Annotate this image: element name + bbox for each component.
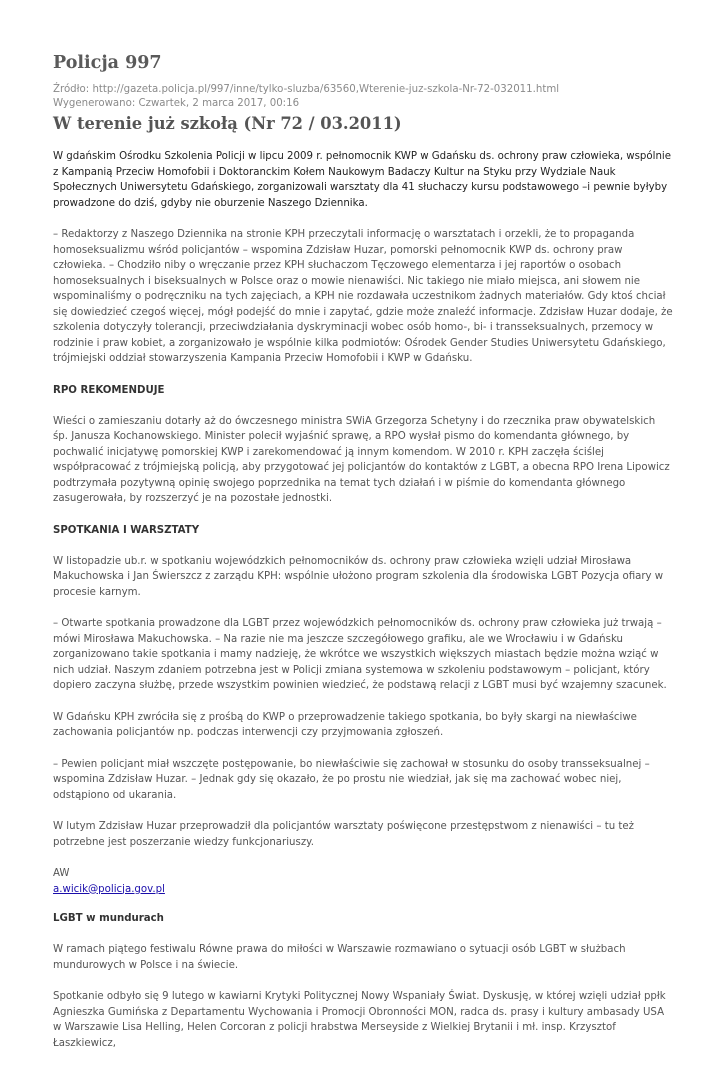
paragraph: – Pewien policjant miał wszczęte postępowanie, bo niewłaściwie się zachował w stosunku do osoby transseksualnej – wspomina Zdzisław Huzar. – Jednak gdy się okazało, że po prostu nie wiedział, jak się ma zachować wobec niej, odstąpiono od ukarania. bbox=[53, 758, 650, 801]
paragraph: – Redaktorzy z Naszego Dziennika na stronie KPH przeczytali informację o warsztatach i orzekli, że to propaganda homoseksualizmu wśród policjantów – wspomina Zdzisław Huzar, pomorski pełnomocnik KWP ds. ochrony praw człowieka. – Chodziło niby o wręczanie przez KPH słuchaczom Tęczowego elementarza i jej raportów o osobach homoseksualnych i biseksualnych w Polsce oraz o mowie nienawiści. Nic takiego nie miało miejsca, ani słowem nie wspominaliśmy o podręczniku na tych zajęciach, a KPH nie rozdawała uczestnikom żadnych materiałów. Gdy ktoś chciał się dowiedzieć czegoś więcej, mógł podejść do mnie i zapytać, gdzie może znaleźć informacje. Zdzisław Huzar dodaje, że szkolenia dotyczyły tolerancji, przeciwdziałania dyskryminacji wobec osób homo-, bi- i transseksualnych, przemocy w rodzinie i praw kobiet, a zorganizowało je wspólnie kilka podmiotów: Ośrodek Gender Studies Uniwersytetu Gdańskiego, trójmiejski oddział stowarzyszenia Kampania Przeciw Homofobii i KWP w Gdańsku. bbox=[53, 229, 673, 364]
section-heading-rpo: RPO REKOMENDUJE bbox=[53, 384, 165, 396]
paragraph: Wieści o zamieszaniu dotarły aż do ówczesnego ministra SWiA Grzegorza Schetyny i do rzecznika praw obywatelskich śp. Janusza Kochanowskiego. Minister polecił wyjaśnić sprawę, a RPO wysłał pismo do komendanta głównego, by pochwalić inicjatywę pomorskiej KWP i zarekomendować ją innym komendom. W 2010 r. KPH zaczęła ściślej współpracować z trójmiejską policją, aby przygotować jej policjantów do kontaktów z LGBT, a obecna RPO Irena Lipowicz podtrzymała pozytywną opinię swojego poprzednika na temat tych działań i w piśmie do komendanta głównego zasugerowała, by rozszerzyć je na pozostałe jednostki. bbox=[53, 415, 670, 504]
site-title: Policja 997 bbox=[53, 53, 162, 73]
document-page bbox=[53, 52, 673, 1067]
section-heading-spotkania: SPOTKANIA I WARSZTATY bbox=[53, 524, 200, 536]
signature bbox=[53, 866, 673, 897]
paragraph: W ramach piątego festiwalu Równe prawa do miłości w Warszawie rozmawiano o sytuacji osób LGBT w służbach mundurowych w Polsce i na świecie. bbox=[53, 944, 626, 971]
generated-line: Wygenerowano: Czwartek, 2 marca 2017, 00:16 bbox=[53, 98, 300, 109]
paragraph: Spotkanie odbyło się 9 lutego w kawiarni Krytyki Politycznej Nowy Wspaniały Świat. Dyskusję, w której wzięli udział ppłk Agnieszka Gumińska z Departamentu Wychowania i Promocji Obronności MON, radca ds. prasy i kultury ambasady USA w Warszawie Lisa Helling, Helen Corcoran z policji hrabstwa Merseyside z Wielkiej Brytanii i mł. insp. Krzysztof Łaszkiewicz, bbox=[53, 991, 666, 1049]
author-initials: AW bbox=[53, 868, 70, 879]
paragraph: – Otwarte spotkania prowadzone dla LGBT przez wojewódzkich pełnomocników ds. ochrony praw człowieka już trwają – mówi Mirosława Makuchowska. – Na razie nie ma jeszcze szczegółowego grafiku, ale we Wrocławiu i w Gdańsku zorganizowano takie spotkania i mamy nadzieję, że wkrótce we wszystkich większych miastach będzie można wziąć w nich udział. Naszym zdaniem potrzebna jest w Policji zmiana systemowa w szkoleniu podstawowym – policjant, który dopiero zaczyna służbę, przede wszystkim powinien wiedzieć, że podstawą relacji z LGBT musi być wzajemny szacunek. bbox=[53, 618, 667, 691]
article-lead: W gdańskim Ośrodku Szkolenia Policji w lipcu 2009 r. pełnomocnik KWP w Gdańsku ds. ochrony praw człowieka, wspólnie z Kampanią Przeciw Homofobii i Doktoranckim Kołem Naukowym Badaczy Kultur na Styku przy Wydziale Nauk Społecznych Uniwersytetu Gdańskiego, zorganizowali warsztaty dla 41 słuchaczy kursu podstawowego –i pewnie byłyby prowadzone do dziś, gdyby nie oburzenie Naszego Dziennika. bbox=[53, 151, 672, 209]
article-title: W terenie już szkołą (Nr 72 / 03.2011) bbox=[53, 114, 402, 133]
paragraph: W lutym Zdzisław Huzar przeprowadził dla policjantów warsztaty poświęcone przestępstwom z nienawiści – tu też potrzebne jest poszerzanie wiedzy funkcjonariuszy. bbox=[53, 821, 635, 848]
paragraph: W listopadzie ub.r. w spotkaniu wojewódzkich pełnomocników ds. ochrony praw człowieka wzięli udział Mirosława Makuchowska i Jan Świerszcz z zarządu KPH: wspólnie ułożono program szkolenia dla środowiska LGBT Pozycja ofiary w procesie karnym. bbox=[53, 555, 664, 598]
section-heading-lgbt: LGBT w mundurach bbox=[53, 913, 164, 924]
paragraph: W Gdańsku KPH zwróciła się z prośbą do KWP o przeprowadzenie takiego spotkania, bo były skargi na niewłaściwe zachowania policjantów np. podczas interwencji czy przyjmowania zgłoszeń. bbox=[53, 711, 637, 738]
source-line: Źródło: http://gazeta.policja.pl/997/inne/tylko-sluzba/63560,Wterenie-juz-szkola-Nr-72-032011.html bbox=[53, 84, 560, 95]
author-email-link[interactable]: a.wicik@policja.gov.pl bbox=[53, 883, 165, 895]
